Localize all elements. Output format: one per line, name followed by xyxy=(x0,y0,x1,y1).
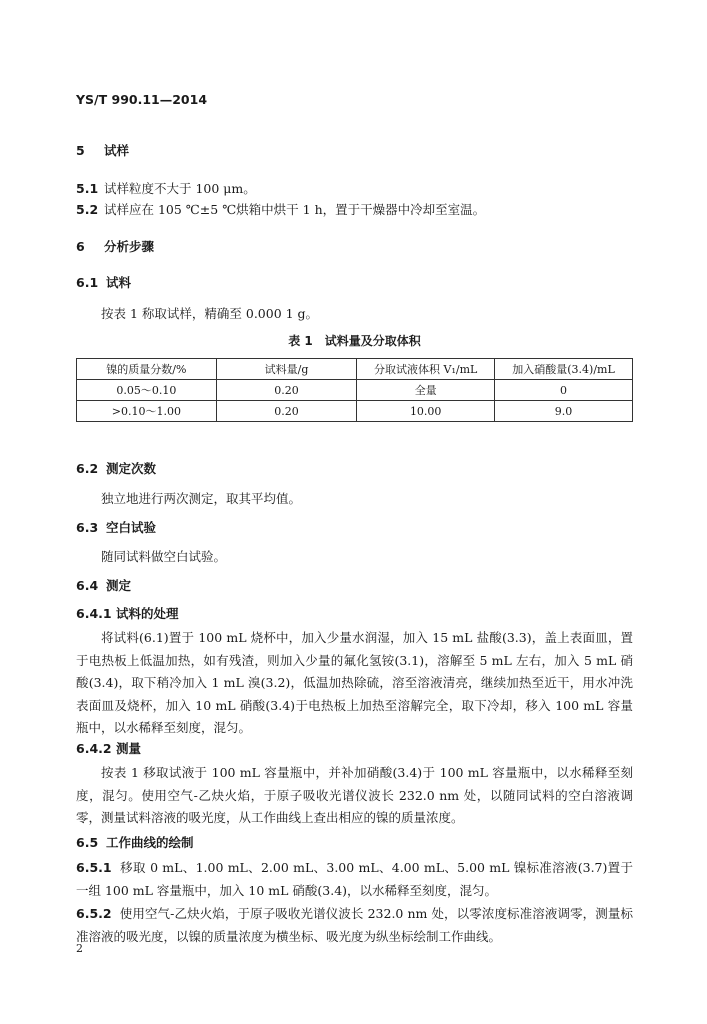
table-row xyxy=(77,380,633,401)
clause-6-4-1-heading xyxy=(76,604,179,622)
clause-number: 6.4 xyxy=(76,578,99,593)
clause-number: 6.3 xyxy=(76,520,99,535)
clause-6-5-heading xyxy=(76,833,194,851)
clause-5-2 xyxy=(76,200,485,218)
table-cell: 0.20 xyxy=(216,401,357,422)
table-row xyxy=(77,401,633,422)
table-caption: 表 1 试料量及分取体积 xyxy=(288,334,421,348)
section-6-heading xyxy=(76,237,154,255)
table-cell: 0.20 xyxy=(216,380,357,401)
clause-6-5-2 xyxy=(76,903,633,948)
clause-number: 5.1 xyxy=(76,181,99,196)
table-cell: 0.05～0.10 xyxy=(77,380,217,401)
clause-number: 6.5.2 xyxy=(76,906,112,921)
clause-title: 空白试验 xyxy=(106,520,157,535)
table-header-cell: 加入硝酸量(3.4)/mL xyxy=(495,359,633,380)
clause-number: 6.4.1 xyxy=(76,606,112,621)
clause-6-1-text: 按表 1 称取试样，精确至 0.000 1 g。 xyxy=(101,306,319,321)
clause-6-3-text: 随同试料做空白试验。 xyxy=(101,549,227,564)
clause-number: 6.2 xyxy=(76,461,99,476)
clause-title: 试料 xyxy=(106,275,132,290)
section-number: 5 xyxy=(76,143,85,158)
clause-5-1 xyxy=(76,179,256,197)
table-cell: 0 xyxy=(495,380,633,401)
clause-title: 工作曲线的绘制 xyxy=(106,835,194,850)
section-title: 试样 xyxy=(104,143,130,158)
table-cell: 9.0 xyxy=(495,401,633,422)
clause-text: 试样粒度不大于 100 μm。 xyxy=(104,181,256,196)
clause-number: 6.5.1 xyxy=(76,860,112,875)
clause-number: 6.1 xyxy=(76,275,99,290)
table-header-cell: 镍的质量分数/% xyxy=(77,359,217,380)
section-title: 分析步骤 xyxy=(104,239,155,254)
clause-number: 6.5 xyxy=(76,835,99,850)
clause-6-2-text: 独立地进行两次测定，取其平均值。 xyxy=(101,491,302,506)
section-number: 6 xyxy=(76,239,85,254)
clause-6-1-heading xyxy=(76,273,131,291)
clause-title: 测定 xyxy=(106,578,132,593)
section-5-heading xyxy=(76,141,129,159)
clause-number: 6.4.2 xyxy=(76,741,112,756)
page-number: 2 xyxy=(76,942,83,955)
table-header-cell: 分取试液体积 V₁/mL xyxy=(357,359,495,380)
clause-title: 测量 xyxy=(116,741,142,756)
clause-6-3-heading xyxy=(76,518,156,536)
standard-code: YS/T 990.11—2014 xyxy=(76,92,208,107)
clause-6-4-2-text: 按表 1 移取试液于 100 mL 容量瓶中，并补加硝酸(3.4)于 100 mL 容量瓶中，以水稀释至刻度，混匀。使用空气-乙炔火焰，于原子吸收光谱仪波长 232.0 nm 处，以随同试料的空白溶液调零，测量试料溶液的吸光度，从工作曲线上查出相应的镍的质量浓度。 xyxy=(76,765,633,825)
table-cell: 全量 xyxy=(357,380,495,401)
clause-title: 测定次数 xyxy=(106,461,157,476)
table-cell: >0.10～1.00 xyxy=(77,401,217,422)
table-header-cell: 试料量/g xyxy=(216,359,357,380)
clause-text: 试样应在 105 ℃±5 ℃烘箱中烘干 1 h，置于干燥器中冷却至室温。 xyxy=(104,202,486,217)
sample-volume-table xyxy=(76,358,633,422)
clause-6-5-1 xyxy=(76,857,633,902)
clause-6-4-heading xyxy=(76,576,131,594)
clause-text: 移取 0 mL、1.00 mL、2.00 mL、3.00 mL、4.00 mL、5.00 mL 镍标准溶液(3.7)置于一组 100 mL 容量瓶中，加入 10 mL 硝酸(3.4)，以水稀释至刻度，混匀。 xyxy=(76,860,633,898)
clause-6-4-1-text: 将试料(6.1)置于 100 mL 烧杯中，加入少量水润湿，加入 15 mL 盐酸(3.3)，盖上表面皿，置于电热板上低温加热，如有残渣，则加入少量的氟化氢铵(3.1)，溶解至 5 mL 左右，加入 5 mL 硝酸(3.4)，取下稍冷加入 1 mL 溴(3.2)，低温加热除硫，溶至溶液清亮，继续加热至近干，用水冲洗表面皿及烧杯，加入 10 mL 硝酸(3.4)于电热板上加热至溶解完全，取下冷却，移入 100 mL 容量瓶中，以水稀释至刻度，混匀。 xyxy=(76,630,633,735)
table-cell: 10.00 xyxy=(357,401,495,422)
clause-6-2-heading xyxy=(76,459,156,477)
clause-6-4-2-heading xyxy=(76,739,141,757)
clause-title: 试料的处理 xyxy=(116,606,179,621)
table-header-row xyxy=(77,359,633,380)
clause-text: 使用空气-乙炔火焰，于原子吸收光谱仪波长 232.0 nm 处，以零浓度标准溶液调零，测量标准溶液的吸光度，以镍的质量浓度为横坐标、吸光度为纵坐标绘制工作曲线。 xyxy=(76,906,633,944)
clause-number: 5.2 xyxy=(76,202,99,217)
